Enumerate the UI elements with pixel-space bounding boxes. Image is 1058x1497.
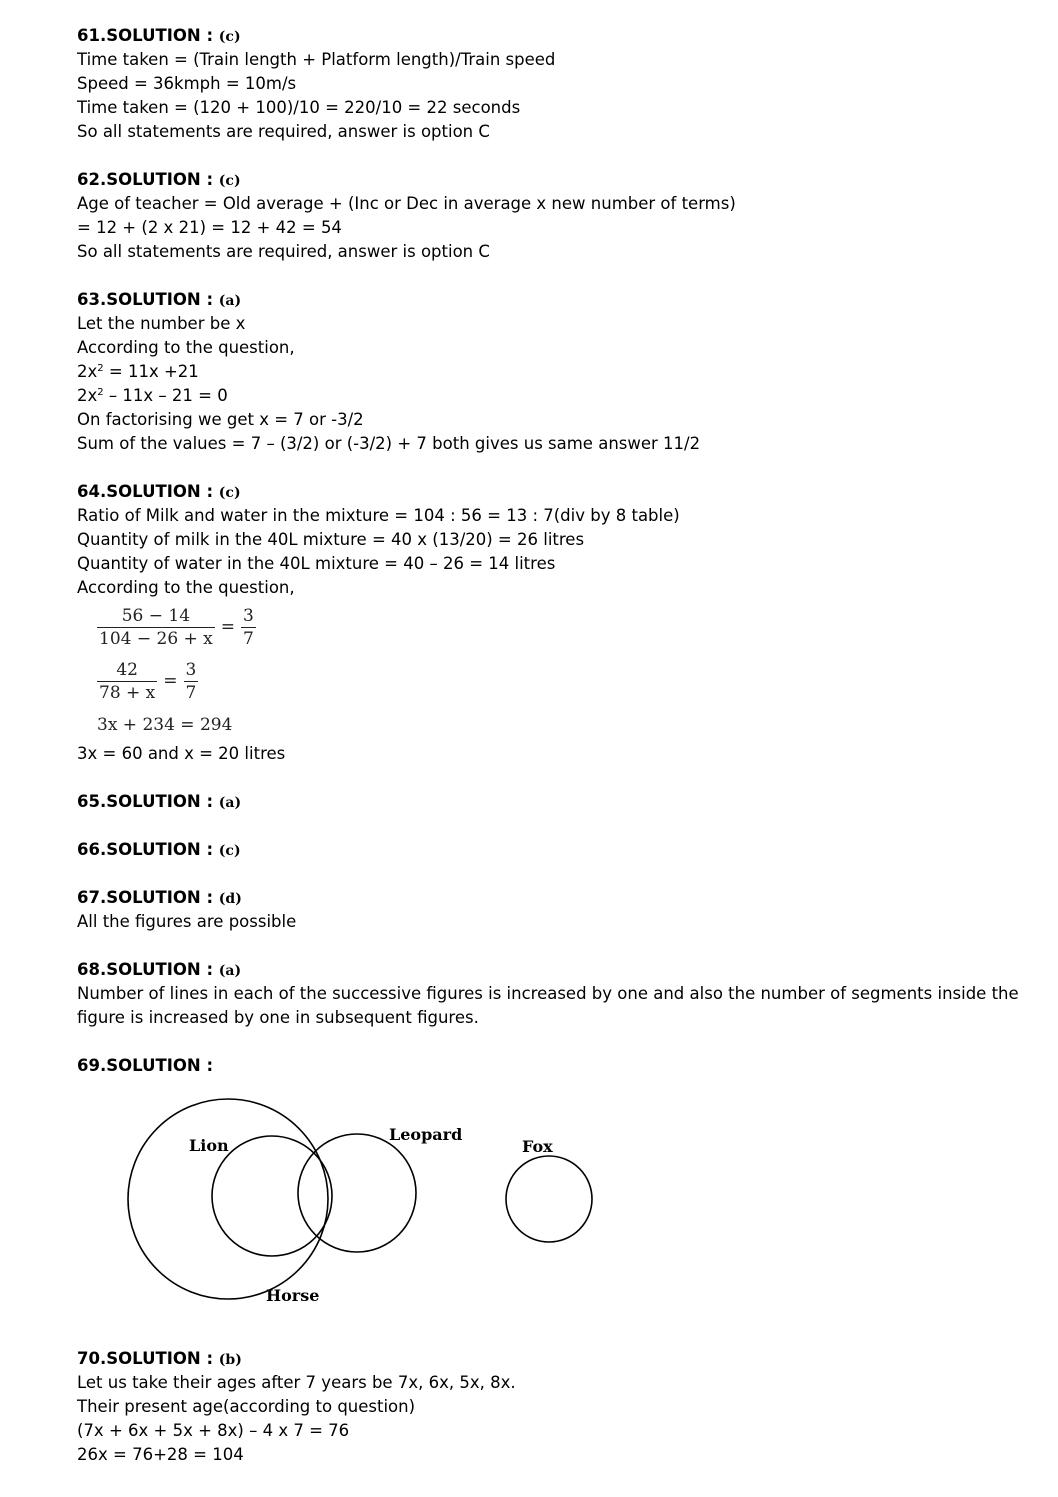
numerator: 3	[243, 605, 254, 626]
solution-64-title: 64.SOLUTION :	[77, 482, 214, 501]
equals-sign: =	[220, 617, 236, 637]
solution-64-heading	[77, 480, 1037, 504]
solution-62-line: So all statements are required, answer is option C	[77, 242, 490, 261]
eq-part: – 11x – 21 = 0	[103, 386, 228, 405]
solution-64-line: According to the question,	[77, 578, 295, 597]
solution-61-line: Speed = 36kmph = 10m/s	[77, 74, 297, 93]
solution-68-option: (a)	[218, 963, 242, 979]
solution-67-option: (d)	[218, 891, 242, 907]
leopard-circle	[298, 1134, 416, 1252]
solution-65-option: (a)	[218, 795, 242, 811]
solution-63-line: Let the number be x	[77, 314, 246, 333]
solution-62-heading	[77, 168, 1037, 192]
solution-70-line: Let us take their ages after 7 years be 7x, 6x, 5x, 8x.	[77, 1373, 516, 1392]
solution-70-option: (b)	[218, 1352, 242, 1368]
fraction-equation-1	[97, 600, 1037, 654]
solution-62-title: 62.SOLUTION :	[77, 170, 214, 189]
solution-63-line: On factorising we get x = 7 or -3/2	[77, 410, 364, 429]
fraction	[97, 659, 157, 704]
solution-61-line: Time taken = (Train length + Platform length)/Train speed	[77, 50, 556, 69]
solution-64-line: Quantity of milk in the 40L mixture = 40 x (13/20) = 26 litres	[77, 530, 585, 549]
solution-67-title: 67.SOLUTION :	[77, 888, 214, 907]
venn-diagram	[120, 1083, 620, 1313]
lion-label: Lion	[189, 1136, 229, 1155]
solution-69-title: 69.SOLUTION :	[77, 1056, 214, 1075]
numerator: 42	[116, 659, 138, 680]
solution-70-line: 26x = 76+28 = 104	[77, 1445, 244, 1464]
numerator: 56 − 14	[121, 605, 191, 626]
solution-64-line: Quantity of water in the 40L mixture = 40 – 26 = 14 litres	[77, 554, 556, 573]
solution-68-text: Number of lines in each of the successive figures is increased by one and also the number of segments inside the figure is increased by one in subsequent figures.	[77, 984, 1019, 1027]
solution-63-equation	[77, 360, 1037, 384]
solution-68-heading	[77, 958, 1037, 982]
solution-68-title: 68.SOLUTION :	[77, 960, 214, 979]
fraction-equation-2	[97, 654, 1037, 708]
solution-61-line: So all statements are required, answer is option C	[77, 122, 490, 141]
solution-67-line: All the figures are possible	[77, 912, 297, 931]
fox-circle	[506, 1156, 592, 1242]
eq-part: 2x	[77, 386, 98, 405]
solution-63-line: According to the question,	[77, 338, 295, 357]
solution-63-heading	[77, 288, 1037, 312]
denominator: 78 + x	[99, 682, 156, 703]
leopard-label: Leopard	[389, 1125, 463, 1144]
solution-70-line: Their present age(according to question)	[77, 1397, 416, 1416]
eq-part: 2x	[77, 362, 98, 381]
solution-70-line: (7x + 6x + 5x + 8x) – 4 x 7 = 76	[77, 1421, 350, 1440]
solution-66-heading	[77, 838, 1037, 862]
solution-61-heading	[77, 24, 1037, 48]
equals-sign: =	[163, 671, 178, 691]
solution-70-heading	[77, 1347, 1037, 1371]
solution-63-equation	[77, 384, 1037, 408]
solution-63-title: 63.SOLUTION :	[77, 290, 214, 309]
solution-66-title: 66.SOLUTION :	[77, 840, 214, 859]
fraction	[97, 605, 215, 650]
horse-label: Horse	[266, 1286, 320, 1305]
solution-61-title: 61.SOLUTION :	[77, 26, 214, 45]
denominator: 104 − 26 + x	[99, 628, 213, 649]
solution-61-line: Time taken = (120 + 100)/10 = 220/10 = 22 seconds	[77, 98, 521, 117]
solution-70-title: 70.SOLUTION :	[77, 1349, 214, 1368]
solution-62-line: = 12 + (2 x 21) = 12 + 42 = 54	[77, 218, 342, 237]
eq-part: = 11x +21	[103, 362, 199, 381]
denominator: 7	[243, 628, 254, 649]
solution-63-option: (a)	[218, 293, 242, 309]
solution-66-option: (c)	[218, 843, 241, 859]
solution-62-line: Age of teacher = Old average + (Inc or Dec in average x new number of terms)	[77, 194, 736, 213]
solution-64-result: 3x = 60 and x = 20 litres	[77, 744, 286, 763]
equation-3x: 3x + 234 = 294	[97, 715, 233, 735]
eq-exponent: 2	[97, 387, 104, 398]
fraction	[184, 659, 199, 704]
solution-70-block	[77, 1347, 1037, 1467]
lion-circle	[212, 1136, 332, 1256]
denominator: 7	[185, 682, 197, 703]
solution-69-heading	[77, 1054, 1037, 1078]
solution-63-line: Sum of the values = 7 – (3/2) or (-3/2) + 7 both gives us same answer 11/2	[77, 434, 701, 453]
fox-label: Fox	[522, 1137, 553, 1156]
solution-64-line: Ratio of Milk and water in the mixture = 104 : 56 = 13 : 7(div by 8 table)	[77, 506, 680, 525]
fraction	[241, 605, 256, 650]
solution-64-option: (c)	[218, 485, 241, 501]
solution-61-option: (c)	[218, 29, 241, 45]
solution-62-option: (c)	[218, 173, 241, 189]
solution-65-title: 65.SOLUTION :	[77, 792, 214, 811]
solution-67-heading	[77, 886, 1037, 910]
document-page	[77, 24, 1037, 1078]
eq-exponent: 2	[97, 363, 104, 374]
numerator: 3	[185, 659, 197, 680]
solution-65-heading	[77, 790, 1037, 814]
